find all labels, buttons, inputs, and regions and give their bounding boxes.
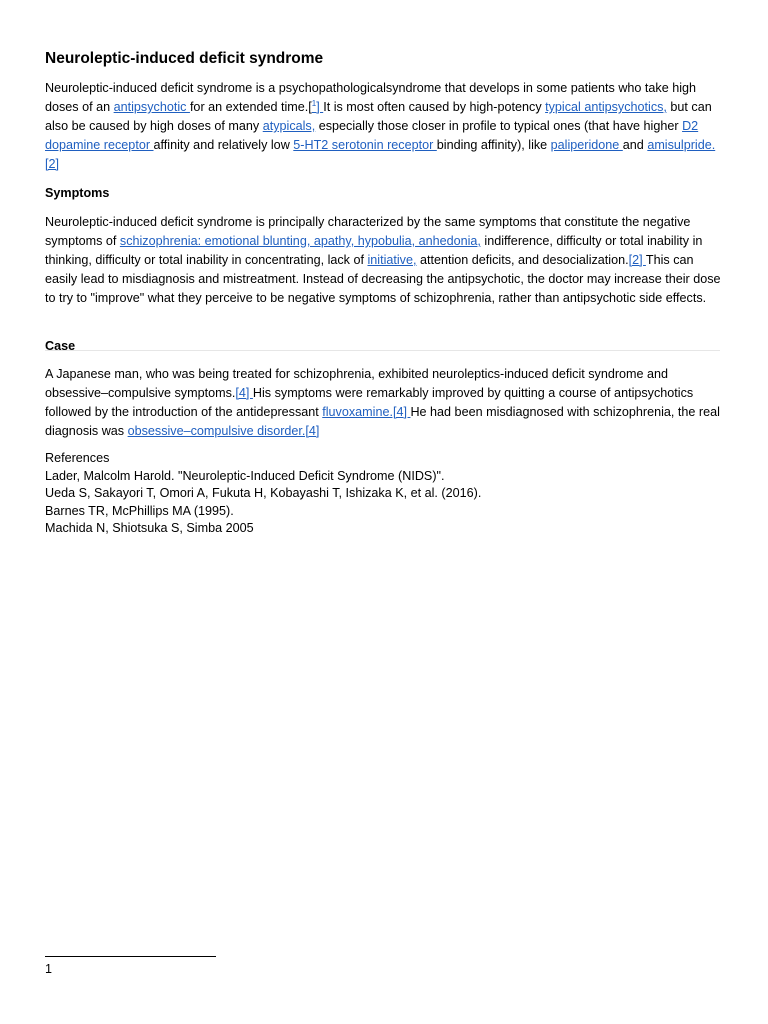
page-title: Neuroleptic-induced deficit syndrome <box>45 50 324 67</box>
link-typical-antipsychotics[interactable]: typical antipsychotics, <box>545 100 667 114</box>
case-divider <box>45 350 720 351</box>
link-initiative[interactable]: initiative, <box>367 253 417 267</box>
intro-text-5: especially those closer in profile to typical ones (that have higher <box>315 119 683 133</box>
intro-text-6: affinity and relatively low <box>153 138 294 152</box>
symptoms-text-2: indifference, difficulty or total inability in thinking, difficulty or total inability in concentrating, lack of <box>45 234 703 267</box>
reference-item: Barnes TR, McPhillips MA (1995). <box>45 503 234 518</box>
reference-item: Lader, Malcolm Harold. "Neuroleptic-Induced Deficit Syndrome (NIDS)". <box>45 468 445 483</box>
intro-paragraph <box>45 79 725 174</box>
ref-1-bracket: ] <box>316 100 324 114</box>
symptoms-text-4: This can easily lead to misdiagnosis and mistreatment. Instead of decreasing the antipsychotic, the doctor may increase their dose to try to "improve" what they perceive to be negative symptoms of schizophrenia, rather than antipsychotic side effects. <box>45 253 721 305</box>
case-text-2: His symptoms were remarkably improved by quitting a course of antipsychotics followed by the introduction of the antidepressant <box>45 386 694 419</box>
case-paragraph <box>45 365 725 441</box>
link-amisulpride[interactable]: amisulpride.[2] <box>45 138 716 171</box>
link-fluvoxamine[interactable]: fluvoxamine.[4] <box>322 405 411 419</box>
link-antipsychotic[interactable]: antipsychotic <box>113 100 190 114</box>
symptoms-heading: Symptoms <box>45 186 110 200</box>
link-paliperidone[interactable]: paliperidone <box>550 138 623 152</box>
symptoms-paragraph <box>45 213 725 308</box>
link-atypicals[interactable]: atypicals, <box>262 119 316 133</box>
link-schizophrenia[interactable]: schizophrenia: emotional blunting, apathy, hypobulia, anhedonia, <box>119 234 481 248</box>
link-ref-1[interactable] <box>312 100 323 114</box>
case-text-3: He had been misdiagnosed with schizophrenia, the real diagnosis was <box>45 405 720 438</box>
symptoms-text-1: Neuroleptic-induced deficit syndrome is principally characterized by the same symptoms that constitute the negative symptoms of <box>45 215 691 248</box>
link-d2-dopamine-receptor[interactable]: D2 dopamine receptor <box>45 119 699 152</box>
references-section <box>45 450 725 538</box>
intro-text-7: binding affinity), like <box>436 138 551 152</box>
case-text-1: A Japanese man, who was being treated for schizophrenia, exhibited neuroleptics-induced deficit syndrome and obsessive–compulsive symptoms. <box>45 367 669 400</box>
footnote-number: 1 <box>45 962 53 976</box>
link-5ht2-serotonin-receptor[interactable]: 5-HT2 serotonin receptor <box>293 138 437 152</box>
intro-text-2: for an extended time.[ <box>189 100 312 114</box>
link-ref-4a[interactable]: [4] <box>235 386 253 400</box>
ref-1-number: 1 <box>311 98 317 108</box>
link-ocd[interactable]: obsessive–compulsive disorder.[4] <box>127 424 320 438</box>
intro-text-4: but can also be caused by high doses of many <box>45 100 712 133</box>
link-ref-2[interactable]: [2] <box>628 253 646 267</box>
footnote-separator <box>45 956 216 957</box>
references-heading: References <box>45 451 110 465</box>
intro-text-3: It is most often caused by high-potency <box>323 100 546 114</box>
symptoms-text-3: attention deficits, and desocialization. <box>416 253 629 267</box>
reference-item: Ueda S, Sakayori T, Omori A, Fukuta H, Kobayashi T, Ishizaka K, et al. (2016). <box>45 486 482 500</box>
intro-text-1: Neuroleptic-induced deficit syndrome is a psychopathologicalsyndrome that develops in some patients who take high doses of an <box>45 81 697 114</box>
reference-item: Machida N, Shiotsuka S, Simba 2005 <box>45 521 254 535</box>
case-heading: Case <box>45 339 76 353</box>
intro-text-8: and <box>622 138 648 152</box>
